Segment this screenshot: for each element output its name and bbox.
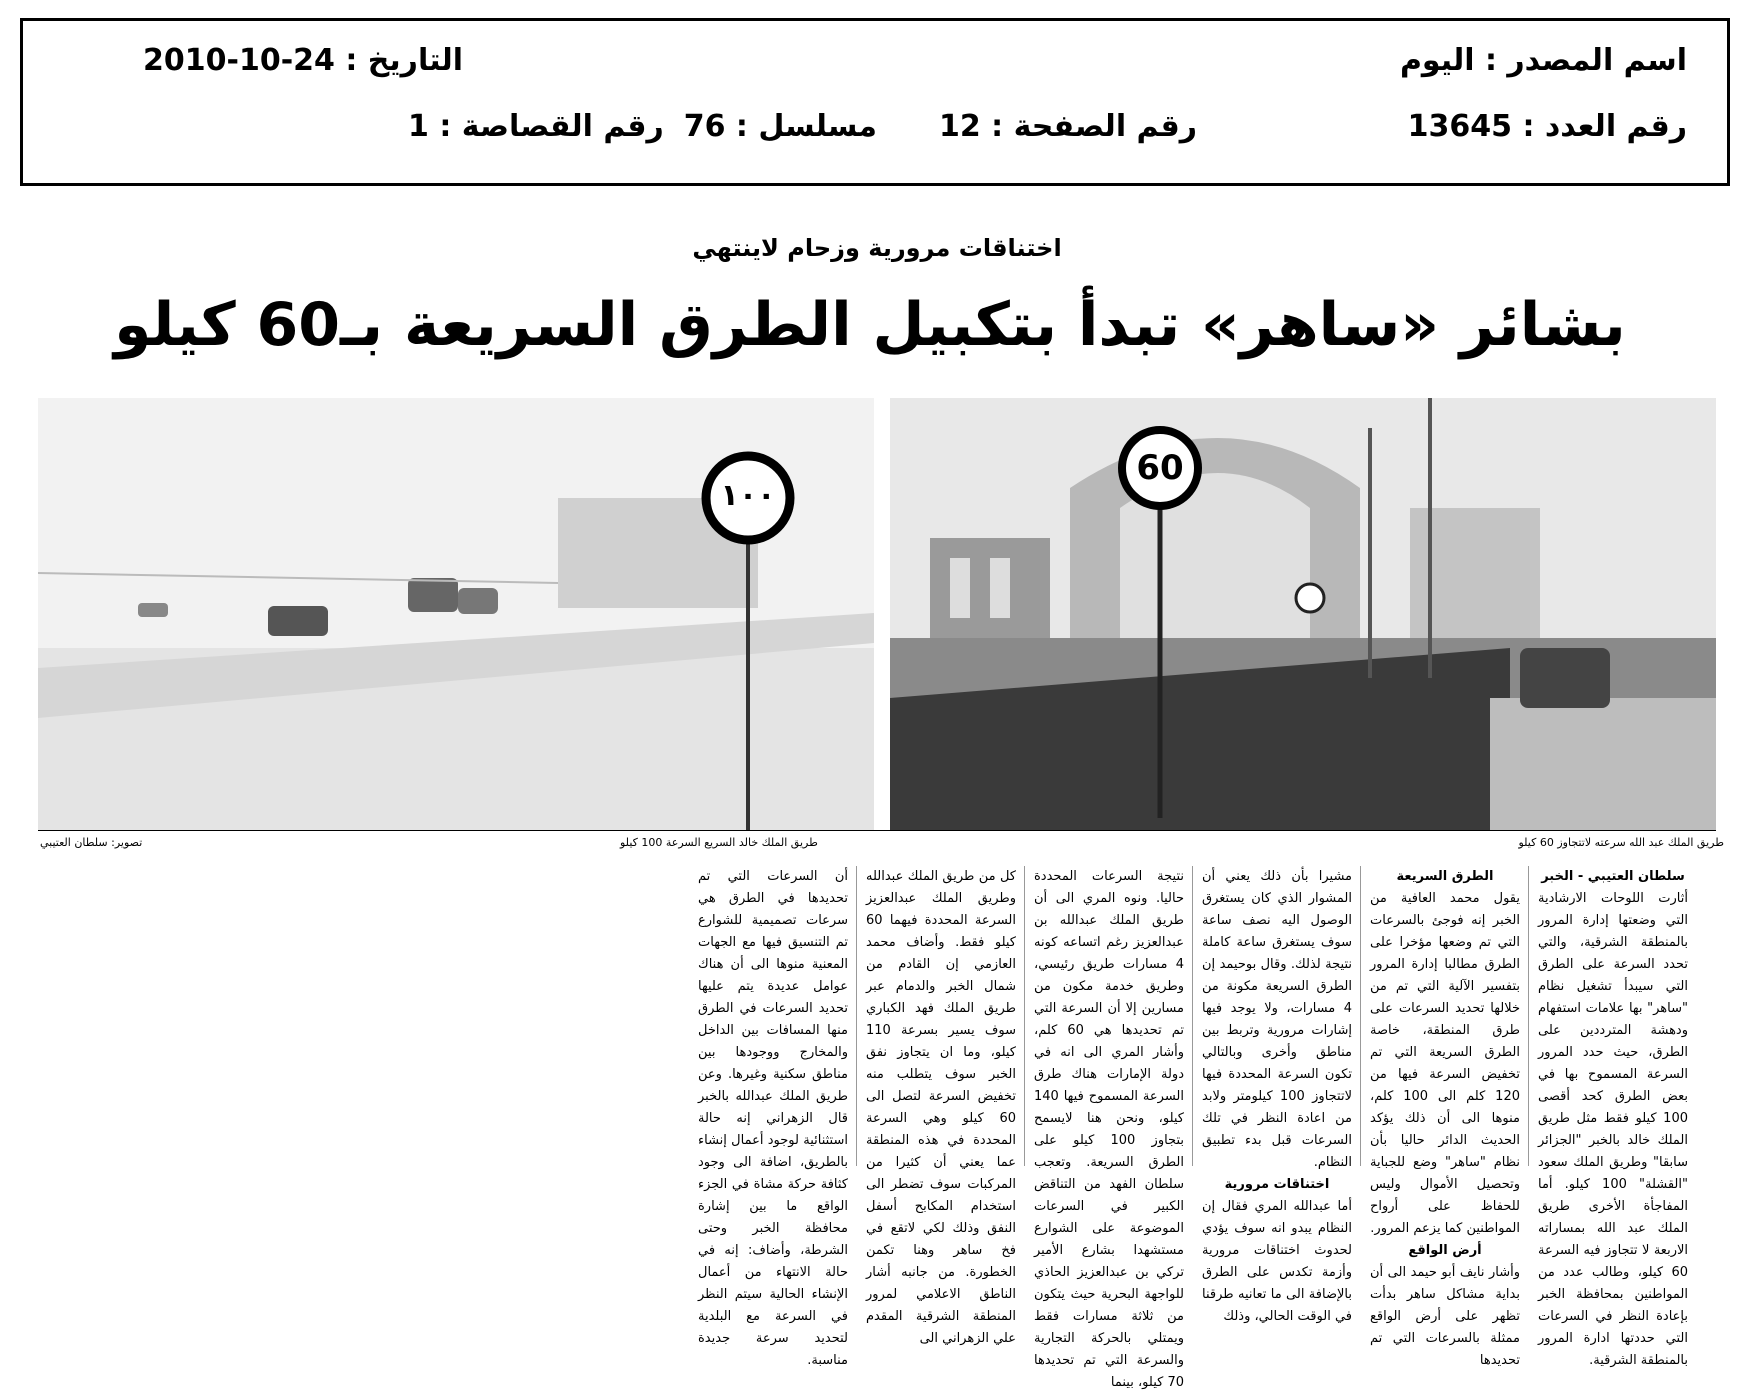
column-6-text-2: وعن طريق الملك عبدالله بالخبر قال الزهراني إنه حالة استثنائية لوجود أعمال إنشاء بالطريق، اضافة الى وجود كثافة حركة مشاة في الجزء الواقع ما بين إشارة محافظة الخبر وحتى الشرطة، وأضاف: إنه في حالة الانتهاء من أعمال الإنشاء الحالية سيتم النظر في السرعة مع البلدية لتحديد سرعة جديدة مناسبة. <box>698 1067 848 1368</box>
page-number: رقم الصفحة : 12 <box>938 109 1197 144</box>
article-headline: بشائر «ساهر» تبدأ بتكبيل الطرق السريعة بـ60 كيلو <box>114 290 1626 360</box>
subheading-expressways: الطرق السريعة <box>1396 869 1494 884</box>
column-divider <box>1528 866 1529 1166</box>
column-1-text: أثارت اللوحات الارشادية التي وضعتها إدارة المرور بالمنطقة الشرقية، والتي تحدد السرعة على الطرق التي سيبدأ تشغيل نظام "ساهر" بها علامات استفهام ودهشة المترددين على الطرق، حيث حدد المرور السرعة المسموح بها في بعض الطرق كحد أقصى 100 كيلو فقط مثل طريق الملك خالد بالخبر "الجزائر سابقا" وطريق الملك سعود "القشلة" 100 كيلو. أما المفاجأة الأخرى طريق الملك عبد الله بمساراته الاربعة لا تتجاوز فيه السرعة 60 كيلو، وطالب عدد من المواطنين بمحافظة الخبر بإعادة النظر في السرعات التي حددتها ادارة المرور بالمنطقة الشرقية. <box>1538 891 1688 1368</box>
text-column-1 <box>1538 866 1688 1372</box>
column-divider <box>1192 866 1193 1166</box>
city-road-scene <box>890 398 1716 830</box>
speed-sign-60-label: 60 <box>1136 448 1184 488</box>
article-kicker: اختناقات مرورية وزحام لاينتهي <box>692 234 1062 262</box>
right-photo-caption: طريق الملك عبد الله سرعته لاتتجاوز 60 كيلو <box>1518 836 1724 849</box>
caption-divider <box>38 830 1716 831</box>
serial-number: مسلسل : 76 <box>683 109 877 144</box>
column-4-text: نتيجة السرعات المحددة حاليا. ونوه المري الى أن طريق الملك عبدالله بن عبدالعزيز رغم اتساعه كونه 4 مسارات طريق رئيسي، وطريق خدمة مكون من مسارين إلا أن السرعة التي تم تحديدها هي 60 كلم، وأشار المري الى انه في دولة الإمارات هناك طرق السرعة المسموح فيها 140 كيلو، ونحن هنا لايسمح بتجاوز 100 كيلو على الطرق السريعة. وتعجب سلطان الفهد من التناقض الكبير في السرعات الموضوعة على الشوارع مستشهدا بشارع الأمير تركي بن عبدالعزيز الحاذي للواجهة البحرية حيث يتكون من ثلاثة مسارات فقط ويمتلي بالحركة التجارية والسرعة التي تم تحديدها 70 كيلو، بينما <box>1034 869 1184 1390</box>
photo-king-abdullah-road <box>890 398 1716 830</box>
byline: سلطان العتيبي - الخبر <box>1541 869 1685 884</box>
subheading-reality: أرض الواقع <box>1408 1243 1482 1258</box>
highway-scene <box>38 398 874 830</box>
photo-credit: تصوير: سلطان العتيبي <box>40 836 143 849</box>
text-column-2 <box>1370 866 1520 1372</box>
column-divider <box>1024 866 1025 1166</box>
left-photo-caption: طريق الملك خالد السريع السرعة 100 كيلو <box>620 836 818 849</box>
column-6-text-1: أن السرعات التي تم تحديدها في الطرق هي سرعات تصميمية للشوارع تم التنسيق فيها مع الجهات المعنية منوها الى أن هناك عوامل عديدة يتم عليها تحديد السرعات في الطرق منها المسافات بين الداخل والمخارج ووجودها بين مناطق سكنية وغيرها. <box>698 869 849 1082</box>
text-column-3 <box>1202 866 1352 1328</box>
publication-date: التاريخ : 24-10-2010 <box>143 43 464 78</box>
photo-king-khalid-road <box>38 398 874 830</box>
speed-sign-100-label: ١٠٠ <box>720 478 776 513</box>
text-column-4 <box>1034 866 1184 1394</box>
issue-number: رقم العدد : 13645 <box>1407 109 1687 144</box>
metadata-box <box>20 18 1730 186</box>
subheading-traffic-jams: اختناقات مرورية <box>1224 1177 1330 1192</box>
text-column-6 <box>698 866 848 1372</box>
column-divider <box>856 866 857 1166</box>
source-name: اسم المصدر : اليوم <box>1399 43 1687 78</box>
text-column-5 <box>866 866 1016 1350</box>
column-2-text-1: يقول محمد العافية من الخبر إنه فوجئ بالسرعات التي تم وضعها مؤخرا على الطرق مطالبا إدارة المرور بتفسير الآلية التي تم من خلالها تحديد السرعات على طرق المنطقة، خاصة الطرق السريعة التي تم تخفيض السرعة فيها من 120 كلم الى 100 كلم، منوها الى أن ذلك يؤكد الحديث الدائر حاليا بأن نظام "ساهر" وضع للجباية وتحصيل الأموال وليس للحفاظ على أرواح المواطنين كما يزعم المرور. <box>1370 891 1520 1236</box>
column-divider <box>1360 866 1361 1166</box>
column-5-text: كل من طريق الملك عبدالله وطريق الملك عبدالعزيز السرعة المحددة فيهما 60 كيلو فقط. وأضاف محمد العازمي إن القادم من شمال الخبر والدمام عبر طريق الملك فهد الكباري سوف يسير بسرعة 110 كيلو، وما ان يتجاوز نفق الخبر سوف يتطلب منه تخفيض السرعة لتصل الى 60 كيلو وهي السرعة المحددة في هذه المنطقة عما يعني أن كثيرا من المركبات سوف تضطر الى استخدام المكابح أسفل النفق وذلك لكي لاتقع في فخ ساهر وهنا تكمن الخطورة. من جانبه أشار الناطق الاعلامي لمرور المنطقة الشرقية المقدم علي الزهراني الى <box>866 869 1016 1346</box>
column-3-text-2: أما عبدالله المري فقال إن النظام يبدو انه سوف يؤدي لحدوث اختناقات مرورية وأزمة تكدس على الطرق بالإضافة الى ما تعانيه طرقنا في الوقت الحالي، وذلك <box>1202 1199 1352 1324</box>
column-2-text-2: وأشار نايف أبو حيمد الى أن بداية مشاكل ساهر بدأت تظهر على أرض الواقع ممثلة بالسرعات التي تم تحديدها <box>1370 1265 1520 1368</box>
clipping-number: رقم القصاصة : 1 <box>408 109 664 144</box>
column-3-text-1: مشيرا بأن ذلك يعني أن المشوار الذي كان يستغرق الوصول اليه نصف ساعة سوف يستغرق ساعة كاملة نتيجة لذلك. وقال بوحيمد إن الطرق السريعة مكونة من 4 مسارات، ولا يوجد فيها إشارات مرورية وتربط بين مناطق وأخرى وبالتالي تكون السرعة المحددة فيها لاتتجاوز 100 كيلومتر ولابد من اعادة النظر في تلك السرعات قبل بدء تطبيق النظام. <box>1202 869 1353 1170</box>
